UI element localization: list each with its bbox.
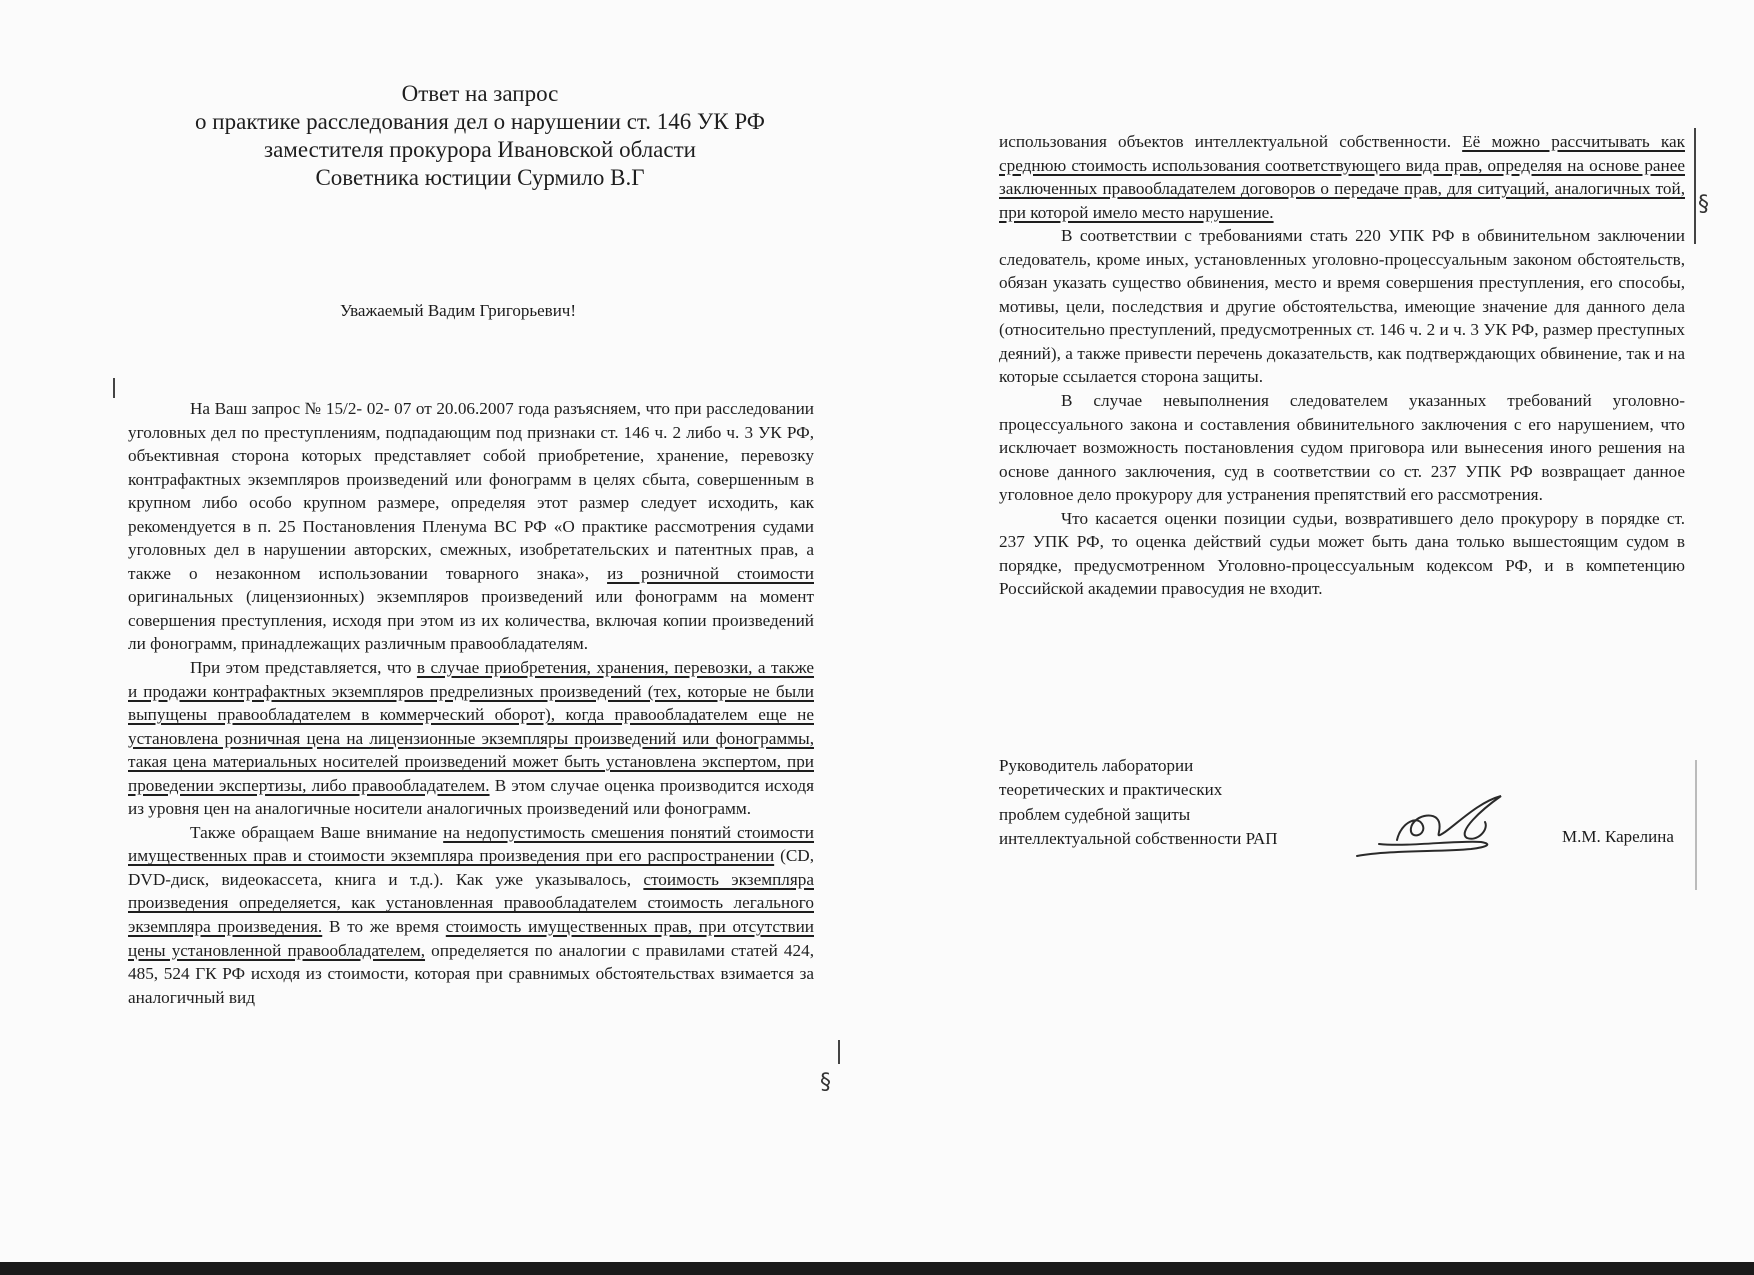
left-page bbox=[0, 0, 877, 1262]
paragraph-2 bbox=[128, 656, 814, 821]
signatory-line: Руководитель лаборатории bbox=[999, 756, 1194, 775]
text-run: Также обращаем Ваше внимание bbox=[190, 822, 438, 842]
text-run: (CD, DVD-диск, видеокассета, книга и т.д.). Как уже указывалось, bbox=[128, 846, 815, 889]
section-mark-icon: § bbox=[820, 1070, 831, 1095]
text-run: В то же время bbox=[329, 917, 440, 937]
signatory-name: М.М. Карелина bbox=[1562, 827, 1674, 846]
title-line-4: Советника юстиции Сурмило В.Г bbox=[315, 165, 645, 190]
underlined-text: Её можно рассчитывать как среднюю стоимость использования соответствующего вида прав, определяя на основе ранее заключенных правообладателем договоров о передаче прав, для ситуаций, аналогичных той, при которой имело место нарушение. bbox=[999, 132, 1685, 222]
signature-block bbox=[999, 754, 1685, 874]
margin-tick bbox=[1695, 760, 1697, 890]
right-body-text bbox=[999, 130, 1685, 601]
paragraph-5: В случае невыполнения следователем указанных требований уголовно-процессуального закона и составления обвинительного заключения с его нарушением, что исключает возможность постановления судом приговора или вынесения иного решения на основе данного заключения, суд в соответствии со ст. 237 УПК РФ возвращает данное уголовное дело прокурору для устранения препятствий его рассмотрения. bbox=[999, 391, 1685, 505]
text-run: оригинальных (лицензионных) экземпляров произведений или фонограмм на момент совершения преступления, исходя при этом из их количества, включая копии произведений ли фонограмм, принадлежащих различным правообладателям. bbox=[128, 587, 814, 654]
paragraph-1 bbox=[128, 397, 814, 656]
underlined-text: из розничной стоимости bbox=[607, 563, 814, 583]
text-run: В этом случае оценка производится исходя из уровня цен на аналогичные носители аналогичных произведений или фонограмм. bbox=[128, 775, 814, 819]
signatory-line: проблем судебной защиты bbox=[999, 804, 1191, 824]
right-page bbox=[877, 0, 1754, 1262]
text-run: определяется по аналогии с правилами статей 424, 485, 524 ГК РФ исходя из стоимости, которая при сравнимых обстоятельствах взимается за аналогичный вид bbox=[128, 940, 814, 1007]
text-run: При этом представляется, что bbox=[190, 658, 412, 678]
paragraph-continued bbox=[999, 130, 1685, 224]
margin-bracket bbox=[838, 1040, 840, 1064]
scan-edge bbox=[0, 1262, 1754, 1275]
text-run: На Ваш запрос № 15/2- 02- 07 от 20.06.2007 года разъясняем, что при расследовании уголовных дел по преступлениям, подпадающим под признаки ст. 146 ч. 2 либо ч. 3 УК РФ, объективная сторона которых представляет собой приобретение, хранение, перевозку контрафактных экземпляров произведений или фонограмм в целях сбыта, совершенным в крупном либо особо крупном размере, определяя этот размер следует исходить, как рекомендуется в п. 25 Постановления Пленума ВС РФ «О практике рассмотрения судами уголовных дел в нарушении авторских, смежных, изобретательских и патентных прав, а также о незаконном использовании товарного знака», bbox=[128, 399, 814, 583]
paragraph-6: Что касается оценки позиции судьи, возвратившего дело прокурору в порядке ст. 237 УПК РФ, то оценка действий судьи может быть дана только вышестоящим судом в порядке, предусмотренном Уголовно-процессуальным кодексом РФ, и в компетенцию Российской академии правосудия не входит. bbox=[999, 508, 1685, 599]
section-mark-icon: § bbox=[1698, 192, 1709, 217]
title-line-1: Ответ на запрос bbox=[401, 81, 559, 106]
underlined-text: стоимость экземпляра произведения определяется, как установленная правообладателем стоимость легального экземпляра произведения. bbox=[128, 869, 814, 937]
signatory-title bbox=[999, 754, 1278, 851]
paragraph-3 bbox=[128, 821, 814, 1009]
margin-tick bbox=[113, 378, 115, 398]
handwritten-signature bbox=[1349, 792, 1529, 862]
signatory-line: интеллектуальной собственности РАП bbox=[999, 828, 1278, 848]
paragraph-4: В соответствии с требованиями стать 220 УПК РФ в обвинительном заключении следователь, кроме иных, установленных уголовно-процессуальным законом обстоятельств, обязан указать существо обвинения, место и время совершения преступления, его способы, мотивы, цели, последствия и другие обстоятельства, имеющие значение для данного дела (относительно преступлений, предусмотренных ст. 146 ч. 2 и ч. 3 УК РФ, размер преступных деяний), а также привести перечень доказательств, как подтверждающих обвинение, так и на которые ссылается сторона защиты. bbox=[999, 226, 1685, 387]
text-run: использования объектов интеллектуальной собственности. bbox=[999, 132, 1451, 151]
document-title bbox=[120, 80, 840, 192]
signatory-line: теоретических и практических bbox=[999, 780, 1223, 800]
greeting: Уважаемый Вадим Григорьевич! bbox=[340, 301, 577, 320]
left-body-text bbox=[128, 397, 814, 1009]
underlined-text: на недопустимость смешения понятий стоимости имущественных прав и стоимости экземпляра произведения при его распространении bbox=[128, 822, 815, 866]
margin-bracket bbox=[1694, 128, 1696, 244]
title-line-2: о практике расследования дел о нарушении ст. 146 УК РФ bbox=[195, 109, 765, 134]
underlined-text: стоимость имущественных прав, при отсутствии цены установленной правообладателем, bbox=[128, 917, 814, 960]
underlined-text: в случае приобретения, хранения, перевозки, а также и продажи контрафактных экземпляров предрелизных произведений (тех, которые не были выпущены правообладателем в коммерческий оборот), когда правообладателем еще не установлена розничная цена на лицензионные экземпляры произведений или фонограммы, такая цена материальных носителей произведений может быть установлена экспертом, при проведении экспертизы, либо правообладателем. bbox=[128, 658, 815, 795]
title-line-3: заместителя прокурора Ивановской области bbox=[264, 137, 696, 162]
